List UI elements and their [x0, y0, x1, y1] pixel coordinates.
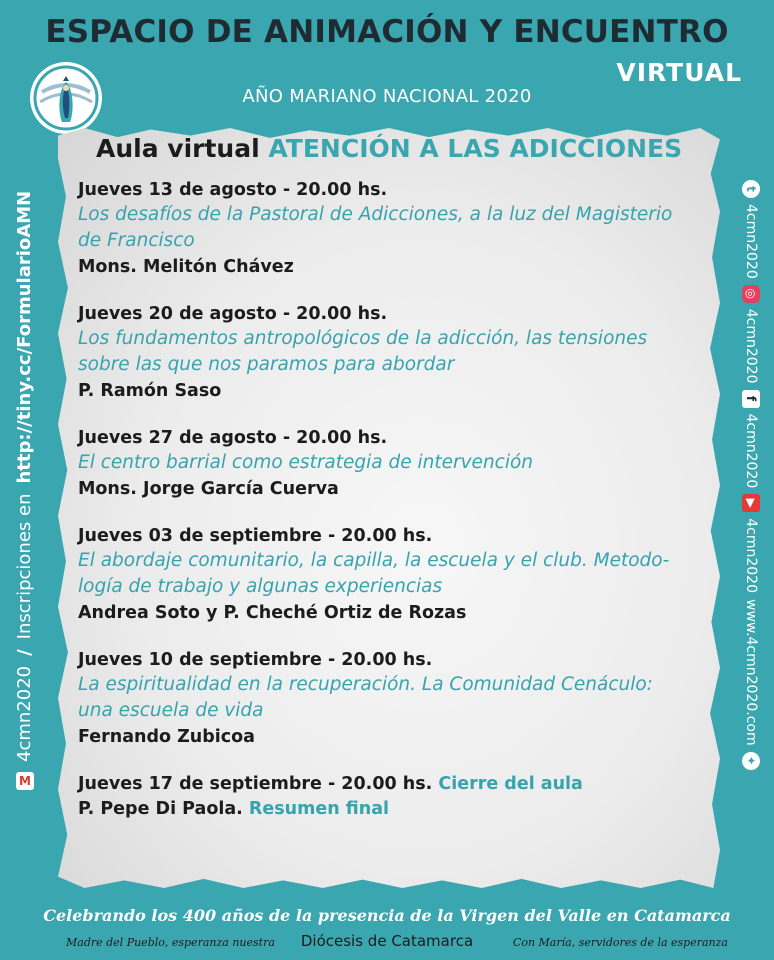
aula-label: Aula virtual [96, 134, 260, 163]
logo-small-icon: ✦ [742, 752, 760, 770]
instagram-handle[interactable]: 4cmn2020 [743, 308, 759, 384]
session-date: Jueves 03 de septiembre - 20.00 hs. [78, 526, 433, 546]
facebook-handle[interactable]: 4cmn2020 [743, 413, 759, 489]
session-topic: Los desafíos de la Pastoral de Adicciones, a la luz del Magisterio de Francisco [78, 204, 673, 251]
session-speaker: Fernando Zubicoa [78, 727, 255, 747]
session-topic: La espiritualidad en la recuperación. La Comunidad Cenáculo: una escuela de vida [78, 674, 653, 721]
left-separator: / [14, 649, 35, 656]
session-speaker: Mons. Jorge García Cuerva [78, 479, 339, 499]
session-date: Jueves 27 de agosto - 20.00 hs. [78, 428, 388, 448]
session-date: Jueves 20 de agosto - 20.00 hs. [78, 304, 388, 324]
session-speaker: P. Ramón Saso [78, 381, 222, 401]
instagram-icon[interactable]: ◎ [742, 285, 760, 303]
session-speaker-text: P. Pepe Di Paola. [78, 799, 243, 819]
session-note: Cierre del aula [438, 774, 583, 794]
sessions-list [78, 178, 718, 844]
year-label: AÑO MARIANO NACIONAL 2020 [242, 86, 532, 107]
aula-heading [96, 134, 682, 163]
session-item-final [78, 772, 718, 822]
marian-year-logo [28, 60, 104, 136]
youtube-icon[interactable]: ▶ [742, 494, 760, 512]
facebook-icon[interactable]: f [742, 390, 760, 408]
page-subtitle: VIRTUAL [616, 58, 742, 87]
session-date [78, 772, 718, 796]
twitter-icon[interactable]: t [742, 180, 760, 198]
session-speaker [78, 796, 718, 822]
inscripciones-link[interactable]: http://tiny.cc/FormularioAMN [14, 190, 35, 484]
session-topic: El centro barrial como estrategia de intervención [78, 452, 534, 473]
session-date: Jueves 13 de agosto - 20.00 hs. [78, 180, 388, 200]
mail-icon: M [16, 772, 34, 790]
page-title: ESPACIO DE ANIMACIÓN Y ENCUENTRO [45, 14, 729, 50]
footer-left-motto: Madre del Pueblo, esperanza nuestra [66, 936, 275, 949]
inscripciones-label: Inscripciones en [14, 493, 35, 640]
footer-diocese: Diócesis de Catamarca [300, 932, 474, 950]
session-date: Jueves 10 de septiembre - 20.00 hs. [78, 650, 433, 670]
twitter-handle[interactable]: 4cmn2020 [743, 204, 759, 279]
right-sidebar [742, 180, 760, 770]
session-topic: El abordaje comunitario, la capilla, la escuela y el club. Metodo- logía de trabajo y algunas experiencias [78, 550, 670, 597]
session-speaker: Andrea Soto y P. Cheché Ortiz de Rozas [78, 603, 467, 623]
website-link[interactable]: www.4cmn2020.com [743, 599, 759, 746]
session-item [78, 524, 718, 626]
session-speaker: Mons. Melitón Chávez [78, 257, 294, 277]
left-sidebar [14, 191, 35, 790]
session-item [78, 178, 718, 280]
left-handle: 4cmn2020 [14, 665, 35, 762]
aula-topic: ATENCIÓN A LAS ADICCIONES [268, 134, 683, 163]
session-speaker-note: Resumen final [248, 799, 390, 819]
footer-celebrating: Celebrando los 400 años de la presencia de la Virgen del Valle en Catamarca [43, 906, 731, 925]
session-item [78, 648, 718, 750]
session-date-text: Jueves 17 de septiembre - 20.00 hs. [78, 774, 433, 794]
session-item [78, 426, 718, 502]
footer-right-motto: Con María, servidores de la esperanza [512, 936, 728, 949]
session-topic: Los fundamentos antropológicos de la adicción, las tensiones sobre las que nos paramos para abordar [78, 328, 648, 375]
session-item [78, 302, 718, 404]
youtube-handle[interactable]: 4cmn2020 [743, 518, 759, 593]
